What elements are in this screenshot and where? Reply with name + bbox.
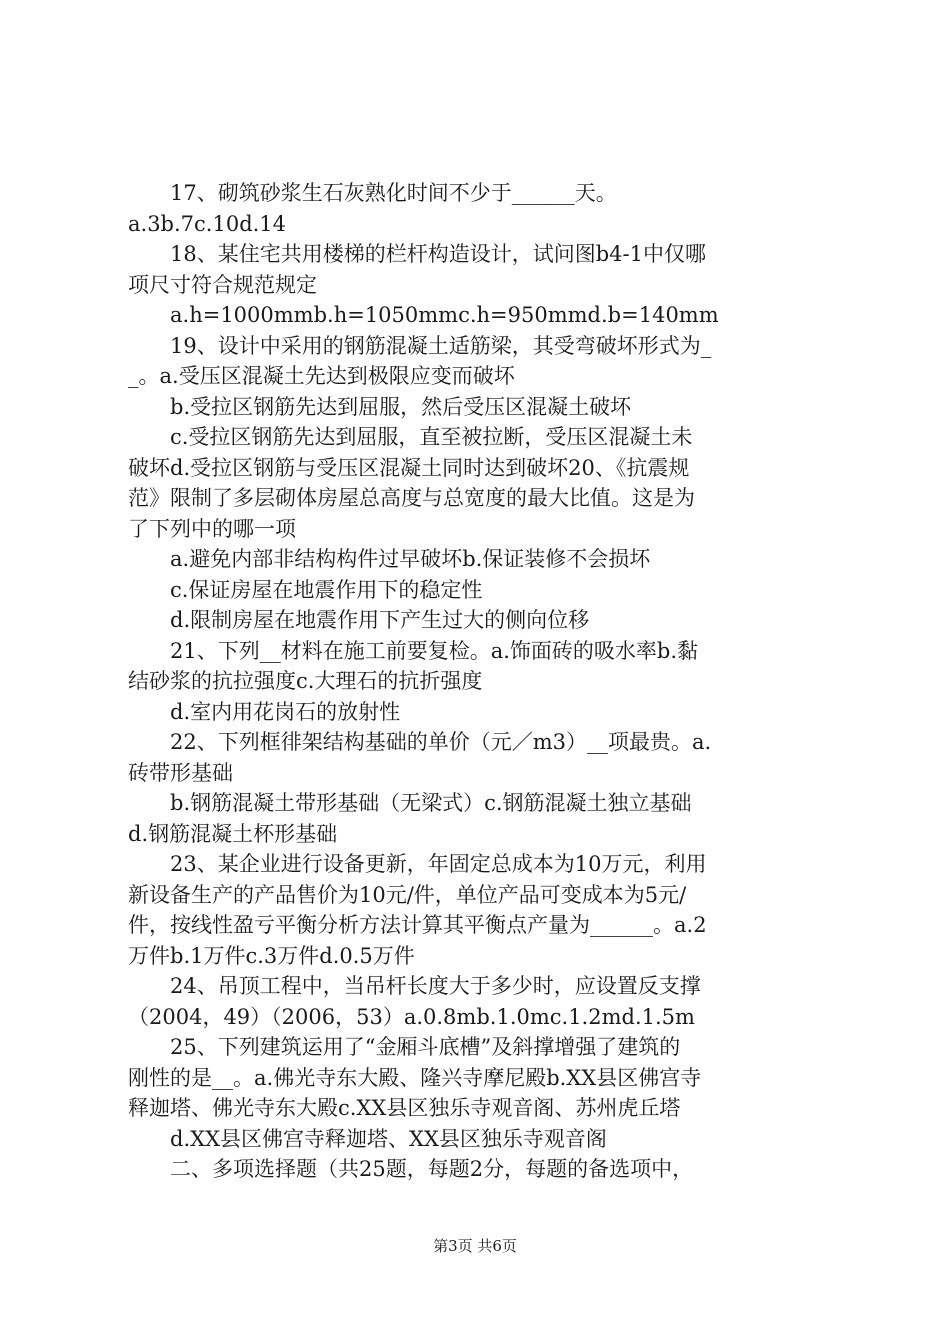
text-line: 刚性的是__。a.佛光寺东大殿、隆兴寺摩尼殿b.XX县区佛宫寺 bbox=[128, 1065, 702, 1090]
text-line: a.3b.7c.10d.14 bbox=[128, 211, 287, 236]
text-line: 新设备生产的产品售价为10元/件，单位产品可变成本为5元/ bbox=[128, 882, 687, 907]
text-line: d.限制房屋在地震作用下产生过大的侧向位移 bbox=[128, 608, 590, 632]
text-line: c.受拉区钢筋先达到屈服，直至被拉断，受压区混凝土未 bbox=[128, 425, 693, 449]
text-line: b.受拉区钢筋先达到屈服，然后受压区混凝土破坏 bbox=[128, 394, 632, 419]
text-line: 24、吊顶工程中，当吊杆长度大于多少时，应设置反支撑 bbox=[128, 974, 701, 998]
text-line: 25、下列建筑运用了“金厢斗底槽”及斜撑增强了建筑的 bbox=[128, 1035, 681, 1059]
text-line: c.保证房屋在地震作用下的稳定性 bbox=[128, 577, 483, 602]
text-line: b.钢筋混凝土带形基础（无梁式）c.钢筋混凝土独立基础 bbox=[128, 791, 692, 815]
text-line: 22、下列框徘架结构基础的单价（元／m3）__项最贵。a. bbox=[128, 730, 712, 754]
text-line: d.XX县区佛宫寺释迦塔、XX县区独乐寺观音阁 bbox=[128, 1126, 607, 1151]
text-line: 23、某企业进行设备更新，年固定总成本为10万元，利用 bbox=[128, 852, 707, 876]
text-line: a.避免内部非结构构件过早破坏b.保证装修不会损坏 bbox=[128, 547, 651, 571]
document-body bbox=[128, 178, 838, 1185]
text-line: （2004，49）（2006，53）a.0.8mb.1.0mc.1.2md.1.5m bbox=[128, 1004, 695, 1029]
text-line: 了下列中的哪一项 bbox=[128, 516, 296, 541]
text-line: 项尺寸符合规范规定 bbox=[128, 272, 317, 297]
text-line: _。a.受压区混凝土先达到极限应变而破坏 bbox=[128, 364, 515, 388]
page-number-footer: 第3页 共6页 bbox=[433, 1237, 517, 1255]
text-line: 19、设计中采用的钢筋混凝土适筋梁，其受弯破坏形式为_ bbox=[128, 333, 712, 358]
text-line: a.h=1000mmb.h=1050mmc.h=950mmd.b=140mm bbox=[128, 303, 719, 327]
text-line: 件，按线性盈亏平衡分析方法计算其平衡点产量为______。a.2 bbox=[128, 913, 707, 937]
text-line: 18、某住宅共用楼梯的栏杆构造设计，试问图b4-1中仅哪 bbox=[128, 242, 706, 266]
text-line: 破坏d.受拉区钢筋与受压区混凝土同时达到破坏20、《抗震规 bbox=[128, 455, 690, 480]
text-line: 砖带形基础 bbox=[128, 760, 233, 785]
text-line: 二、多项选择题（共25题，每题2分，每题的备选项中， bbox=[128, 1157, 694, 1181]
text-line: 21、下列__材料在施工前要复检。a.饰面砖的吸水率b.黏 bbox=[128, 638, 699, 663]
text-line: 17、砌筑砂浆生石灰熟化时间不少于______天。 bbox=[128, 181, 617, 205]
text-line: 结砂浆的抗拉强度c.大理石的抗折强度 bbox=[128, 669, 483, 693]
text-line: d.室内用花岗石的放射性 bbox=[128, 699, 401, 724]
text-line: 释迦塔、佛光寺东大殿c.XX县区独乐寺观音阁、苏州虎丘塔 bbox=[128, 1096, 681, 1120]
text-line: 范》限制了多层砌体房屋总高度与总宽度的最大比值。这是为 bbox=[128, 486, 695, 510]
text-line: d.钢筋混凝土杯形基础 bbox=[128, 821, 338, 846]
text-line: 万件b.1万件c.3万件d.0.5万件 bbox=[128, 943, 415, 968]
